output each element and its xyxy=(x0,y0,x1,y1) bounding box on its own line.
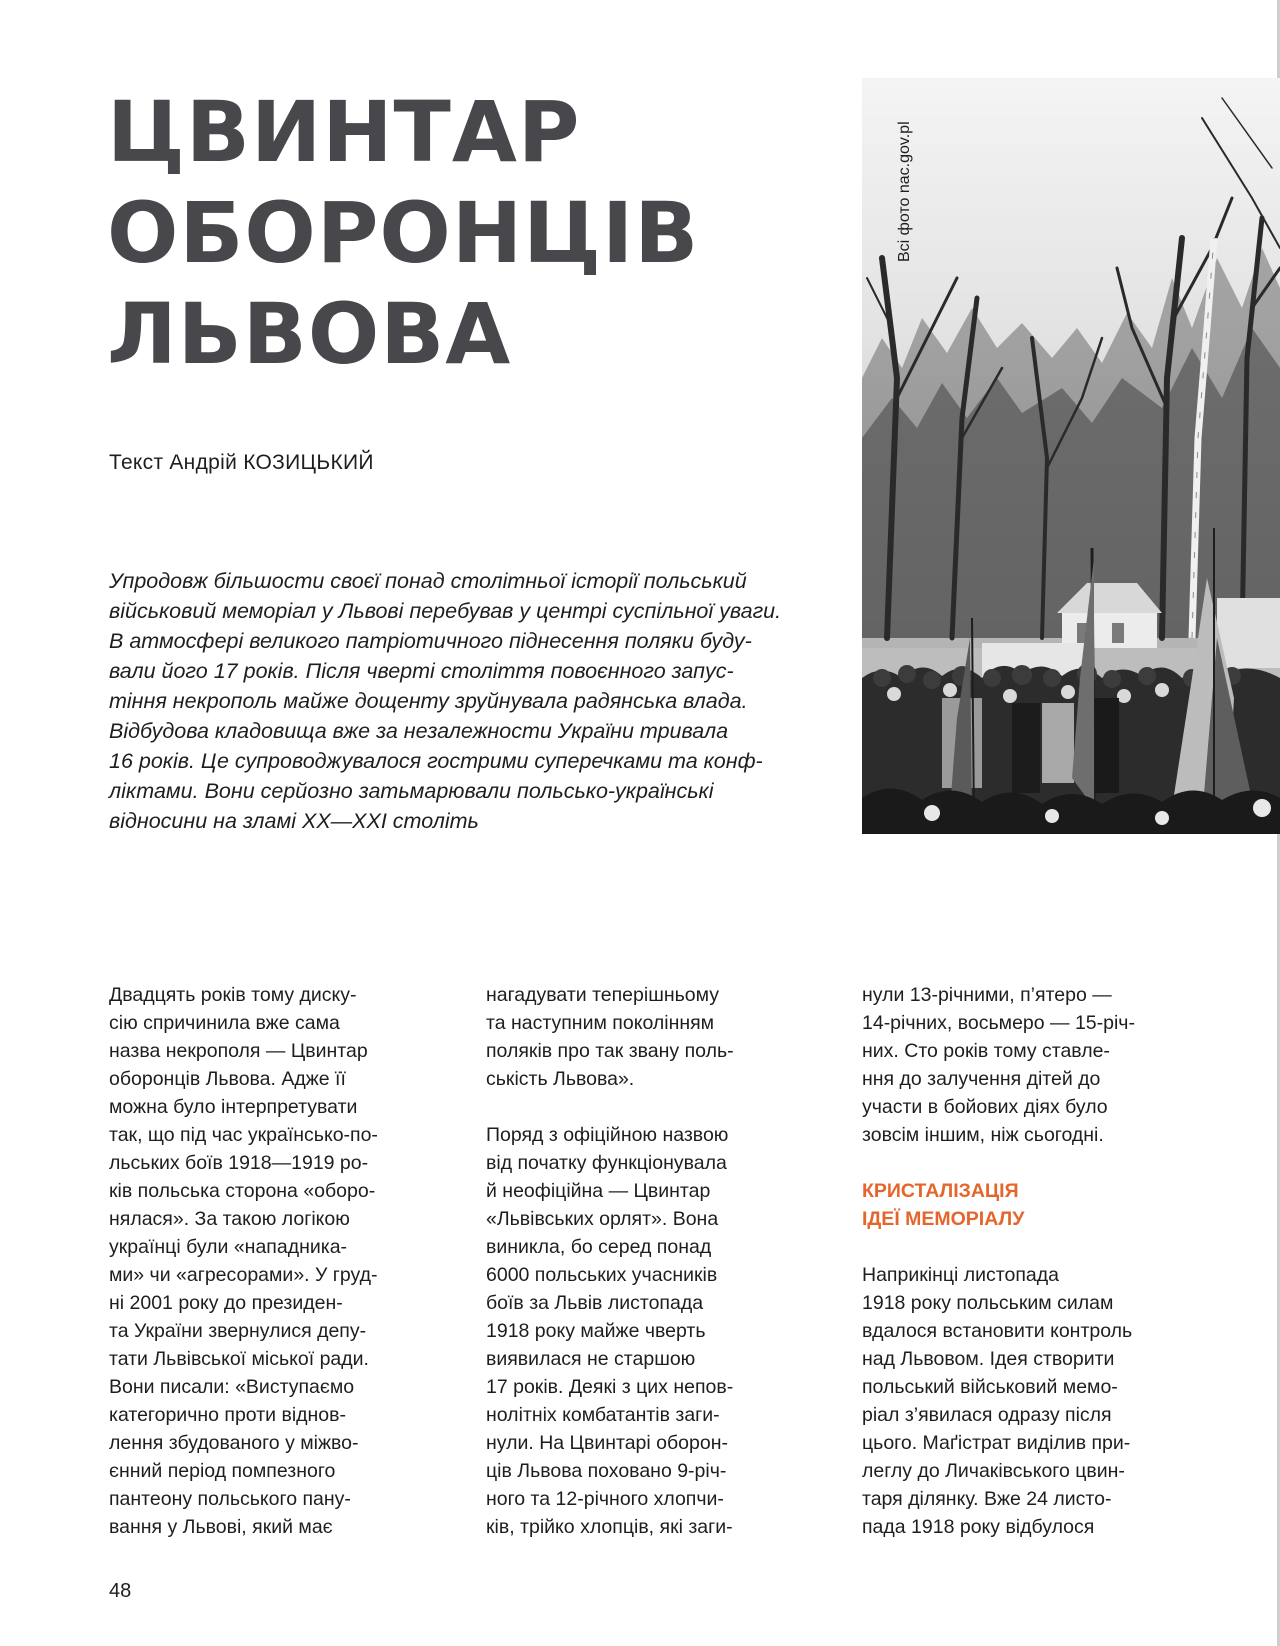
text-line: нули. На Цвинтарі оборон- xyxy=(486,1432,728,1454)
paragraph xyxy=(109,981,449,1541)
text-line: сію спричинила вже сама xyxy=(109,1012,340,1034)
text-line: ні 2001 року до президен- xyxy=(109,1292,343,1314)
text-line: ків польська сторона «оборо- xyxy=(109,1180,376,1202)
text-column-1 xyxy=(109,981,449,1569)
text-line: 1918 року майже чверть xyxy=(486,1320,706,1342)
text-column-3 xyxy=(862,981,1202,1569)
text-line: лення збудованого у міжво- xyxy=(109,1432,359,1454)
byline-label: Текст xyxy=(109,451,164,474)
text-line: й неофіційна — Цвинтар xyxy=(486,1180,711,1202)
text-line: вдалося встановити контроль xyxy=(862,1320,1133,1342)
text-line: Наприкінці листопада xyxy=(862,1264,1059,1286)
lead-line: відносини на зламі XX—XXI століть xyxy=(109,809,479,833)
lead-line: 16 років. Це супроводжувалося гострими суперечками та конф- xyxy=(109,749,763,773)
text-line: «Львівських орлят». Вона xyxy=(486,1208,719,1230)
text-column-2 xyxy=(486,981,826,1569)
text-line: та наступним поколінням xyxy=(486,1012,715,1034)
historical-photo xyxy=(862,78,1280,834)
text-line: ськість Львова». xyxy=(486,1068,635,1090)
title-line: ЛЬВОВА xyxy=(107,285,512,383)
subheading-line: ІДЕЇ МЕМОРІАЛУ xyxy=(862,1208,1025,1230)
text-line: 17 років. Деякі з цих непов- xyxy=(486,1376,734,1398)
title-line: ЦВИНТАР xyxy=(107,83,581,181)
text-line: ків, трійко хлопців, які заги- xyxy=(486,1516,733,1538)
lead-line: військовий меморіал у Львові перебував у центрі суспільної уваги. xyxy=(109,599,782,623)
text-line: польський військовий мемо- xyxy=(862,1376,1118,1398)
text-line: Двадцять років тому диску- xyxy=(109,984,357,1006)
paragraph xyxy=(862,1261,1202,1541)
text-line: 14-річних, восьмеро — 15-річ- xyxy=(862,1012,1135,1034)
lead-line: Упродовж більшости своєї понад столітньої історії польський xyxy=(109,569,747,593)
paragraph xyxy=(486,1121,826,1541)
text-line: нагадувати теперішньому xyxy=(486,984,720,1006)
text-line: Вони писали: «Виступаємо xyxy=(109,1376,355,1398)
photo-credit: Всі фото nac.gov.pl xyxy=(896,121,913,262)
lead-line: вали його 17 років. Після чверті століття повоєнного запус- xyxy=(109,659,734,683)
text-line: нялася». За такою логікою xyxy=(109,1208,350,1230)
lead-line: ліктами. Вони серйозно затьмарювали польсько-українські xyxy=(109,779,714,803)
text-line: нолітніх комбатантів заги- xyxy=(486,1404,720,1426)
text-line: таря ділянку. Вже 24 листо- xyxy=(862,1488,1112,1510)
text-line: пантеону польського пану- xyxy=(109,1488,351,1510)
text-line: цього. Маґістрат виділив при- xyxy=(862,1432,1131,1454)
text-line: ців Львова поховано 9-річ- xyxy=(486,1460,727,1482)
page-number: 48 xyxy=(109,1580,132,1602)
text-line: них. Сто років тому ставле- xyxy=(862,1040,1110,1062)
paragraph xyxy=(486,981,826,1093)
text-line: нули 13-річними, п’ятеро — xyxy=(862,984,1112,1006)
text-line: боїв за Львів листопада xyxy=(486,1292,704,1314)
text-line: вання у Львові, який має xyxy=(109,1516,333,1538)
text-line: виникла, бо серед понад xyxy=(486,1236,712,1258)
text-line: пада 1918 року відбулося xyxy=(862,1516,1095,1538)
text-line: та України звернулися депу- xyxy=(109,1320,367,1342)
text-line: Поряд з офіційною назвою xyxy=(486,1124,729,1146)
text-line: назва некрополя — Цвинтар xyxy=(109,1040,368,1062)
section-subheading xyxy=(862,1177,1202,1233)
lead-paragraph xyxy=(109,566,819,836)
text-line: оборонців Львова. Адже її xyxy=(109,1068,346,1090)
article-title xyxy=(107,82,807,385)
text-line: тати Львівської міської ради. xyxy=(109,1348,369,1370)
text-line: ми» чи «агресорами». У груд- xyxy=(109,1264,378,1286)
subheading-line: КРИСТАЛІЗАЦІЯ xyxy=(862,1180,1019,1202)
lead-line: тіння некрополь майже дощенту зруйнувала радянська влада. xyxy=(109,689,748,713)
text-line: поляків про так звану поль- xyxy=(486,1040,734,1062)
text-line: можна було інтерпретувати xyxy=(109,1096,358,1118)
text-line: виявилася не старшою xyxy=(486,1348,696,1370)
text-line: ріал з’явилася одразу після xyxy=(862,1404,1112,1426)
text-line: єнний період помпезного xyxy=(109,1460,336,1482)
byline xyxy=(109,451,374,475)
text-line: категорично проти віднов- xyxy=(109,1404,346,1426)
text-line: над Львовом. Ідея створити xyxy=(862,1348,1115,1370)
lead-line: В атмосфері великого патріотичного піднесення поляки буду- xyxy=(109,629,752,653)
text-line: так, що під час українсько-по- xyxy=(109,1124,378,1146)
text-line: леглу до Личаківського цвин- xyxy=(862,1460,1125,1482)
text-line: участи в бойових діях було xyxy=(862,1096,1108,1118)
text-line: 6000 польських учасників xyxy=(486,1264,718,1286)
title-line: ОБОРОНЦІВ xyxy=(107,184,700,282)
lead-line: Відбудова кладовища вже за незалежности України тривала xyxy=(109,719,729,743)
text-line: ного та 12-річного хлопчи- xyxy=(486,1488,724,1510)
text-line: ння до залучення дітей до xyxy=(862,1068,1101,1090)
text-line: 1918 року польським силам xyxy=(862,1292,1114,1314)
paragraph xyxy=(862,981,1202,1149)
text-line: українці були «нападника- xyxy=(109,1236,348,1258)
text-line: льських боїв 1918—1919 ро- xyxy=(109,1152,369,1174)
text-line: від початку функціонувала xyxy=(486,1152,727,1174)
byline-author: Андрій КОЗИЦЬКИЙ xyxy=(169,451,374,474)
text-line: зовсім іншим, ніж сьогодні. xyxy=(862,1124,1104,1146)
